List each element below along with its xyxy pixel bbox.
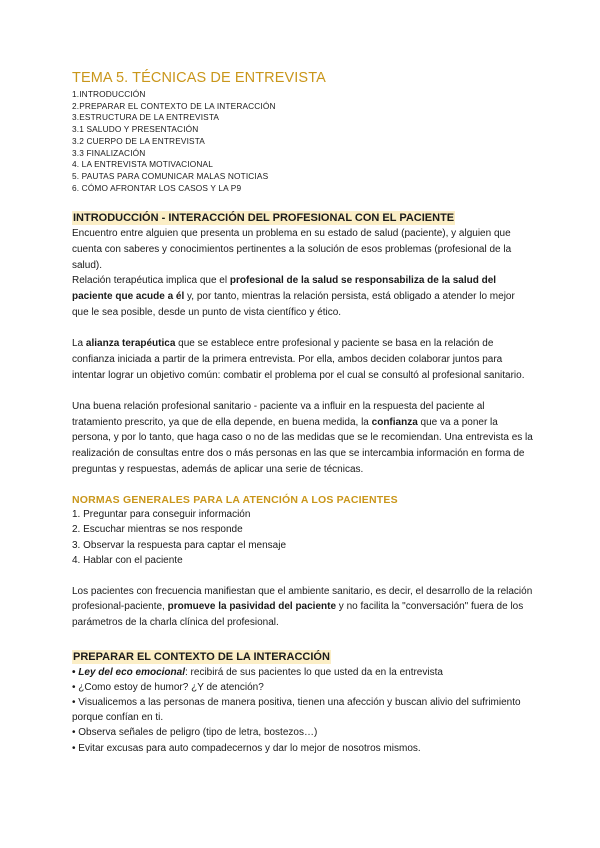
toc-item: 3.ESTRUCTURA DE LA ENTREVISTA [72, 112, 220, 123]
list-item: • Observa señales de peligro (tipo de letra, bostezos…) [72, 727, 318, 739]
intro-section [72, 208, 534, 477]
intro-paragraph-1: Encuentro entre alguien que presenta un problema en su estado de salud (paciente), y alguien que cuenta con saberes y conocimientos pertinentes a la solución de esos problemas (profesional de la salud). [72, 228, 512, 271]
normas-paragraph [72, 584, 534, 631]
toc-item: 2.PREPARAR EL CONTEXTO DE LA INTERACCIÓN [72, 100, 276, 111]
list-item: • ¿Como estoy de humor? ¿Y de atención? [72, 681, 264, 693]
normas-paragraph-bold: promueve la pasividad del paciente [167, 601, 337, 613]
preparar-list [72, 665, 534, 756]
toc-item: 6. CÓMO AFRONTAR LOS CASOS Y LA P9 [72, 182, 242, 193]
list-item: 2. Escuchar mientras se nos responde [72, 524, 243, 536]
intro-paragraph-4-text: Una buena relación profesional sanitario - paciente va a influir en la respuesta del paciente al tratamiento prescrito, ya que de ella depende, en buena medida, la [72, 401, 485, 428]
toc-item: 3.2 CUERPO DE LA ENTREVISTA [72, 135, 205, 146]
toc-item: 3.3 FINALIZACIÓN [72, 147, 146, 158]
normas-section [72, 493, 534, 631]
spacer [72, 631, 534, 647]
list-item: 3. Observar la respuesta para captar el mensaje [72, 539, 286, 551]
document-content [72, 70, 534, 756]
toc-item: 5. PAUTAS PARA COMUNICAR MALAS NOTICIAS [72, 170, 269, 181]
ley-eco-emocional-bold: Ley del eco emocional [78, 666, 185, 678]
intro-paragraph-4-text: que va a poner la persona, y por lo tanto, que haga caso o no de las medidas que se le recomiendan. Una entrevista es la realización de consultas entre dos o más personas en las que se intercambia información en forma de preguntas y respuestas, además de aplicar una serie de técnicas. [72, 416, 533, 475]
list-item: • Visualicemos a las personas de manera positiva, tienen una afección y buscan alivio del sufrimiento porque confían en ti. [72, 696, 521, 724]
intro-paragraph-2-bold: profesional de la salud se responsabiliza de la salud del paciente que acude a él [72, 275, 497, 303]
intro-paragraph-2 [72, 273, 534, 320]
toc-item: 1.INTRODUCCIÓN [72, 89, 146, 99]
list-item: 1. Preguntar para conseguir información [72, 509, 251, 521]
normas-paragraph-text: y no facilita la "conversación" fuera de los parámetros de la charla clínica del profesional. [72, 601, 524, 629]
normas-list [72, 507, 534, 568]
spacer [72, 321, 534, 337]
bullet-mark: • [72, 666, 79, 678]
toc-item: 4. LA ENTREVISTA MOTIVACIONAL [72, 159, 213, 170]
intro-paragraph-3-text: que se establece entre profesional y paciente se basa en la relación de confianza iniciada a partir de la primera entrevista. Por ella, ambos deciden colaborar juntos para intentar lograr un objetivo común: combatir el problema por el cual se consultó al profesional sanitario. [72, 338, 525, 381]
intro-paragraph-2-text: Relación terapéutica implica que el [72, 275, 230, 287]
toc-item: 3.1 SALUDO Y PRESENTACIÓN [72, 124, 199, 135]
spacer [72, 383, 534, 399]
normas-heading: NORMAS GENERALES PARA LA ATENCIÓN A LOS PACIENTES [72, 494, 398, 507]
preparar-section [72, 647, 534, 756]
intro-paragraph-3 [72, 336, 534, 383]
document-title: TEMA 5. TÉCNICAS DE ENTREVISTA [72, 70, 326, 86]
list-item [72, 665, 534, 680]
intro-paragraph-3-bold: alianza terapéutica [85, 338, 176, 350]
table-of-contents [72, 89, 534, 194]
list-item: • Evitar excusas para auto compadecernos y dar lo mejor de nosotros mismos. [72, 742, 421, 754]
intro-paragraph-2-text: y, por tanto, mientras la relación persista, está obligado a atender lo mejor que le sea posible, desde un punto de vista científico y ético. [72, 291, 515, 318]
list-item: 4. Hablar con el paciente [72, 554, 183, 566]
spacer [72, 568, 534, 584]
intro-paragraph-3-text: La [72, 338, 86, 350]
preparar-heading: PREPARAR EL CONTEXTO DE LA INTERACCIÓN [73, 650, 330, 663]
spacer [72, 478, 534, 494]
intro-paragraph-4-bold: confianza [371, 416, 418, 428]
intro-paragraph-4 [72, 399, 534, 478]
list-item-text: : recibirá de sus pacientes lo que usted da en la entrevista [185, 666, 443, 678]
normas-paragraph-text: Los pacientes con frecuencia manifiestan que el ambiente sanitario, es decir, el desarrollo de la relación profesional-paciente, [72, 585, 533, 613]
intro-heading: INTRODUCCIÓN - INTERACCIÓN DEL PROFESIONAL CON EL PACIENTE [73, 212, 455, 225]
